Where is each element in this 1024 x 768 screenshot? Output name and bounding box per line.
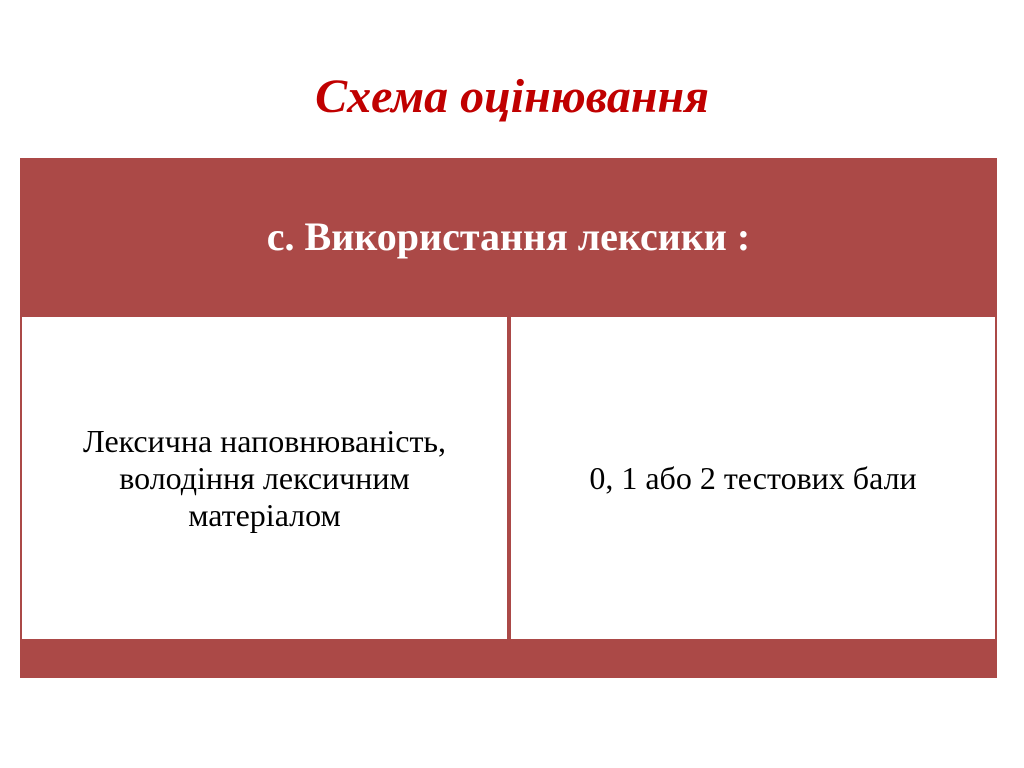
slide-title: Схема оцінювання [315,70,709,123]
criterion-cell [20,315,509,641]
criterion-text [83,423,446,534]
table-row [20,315,997,641]
score-cell [509,315,997,641]
criterion-line: Лексична наповнюваність, [82,422,447,459]
assessment-table [20,158,997,678]
criterion-line: матеріалом [188,496,341,533]
criterion-line: володіння лексичним [119,459,410,496]
table-header: с. Використання лексики : [266,214,751,259]
score-text: 0, 1 або 2 тестових бали [589,459,917,496]
